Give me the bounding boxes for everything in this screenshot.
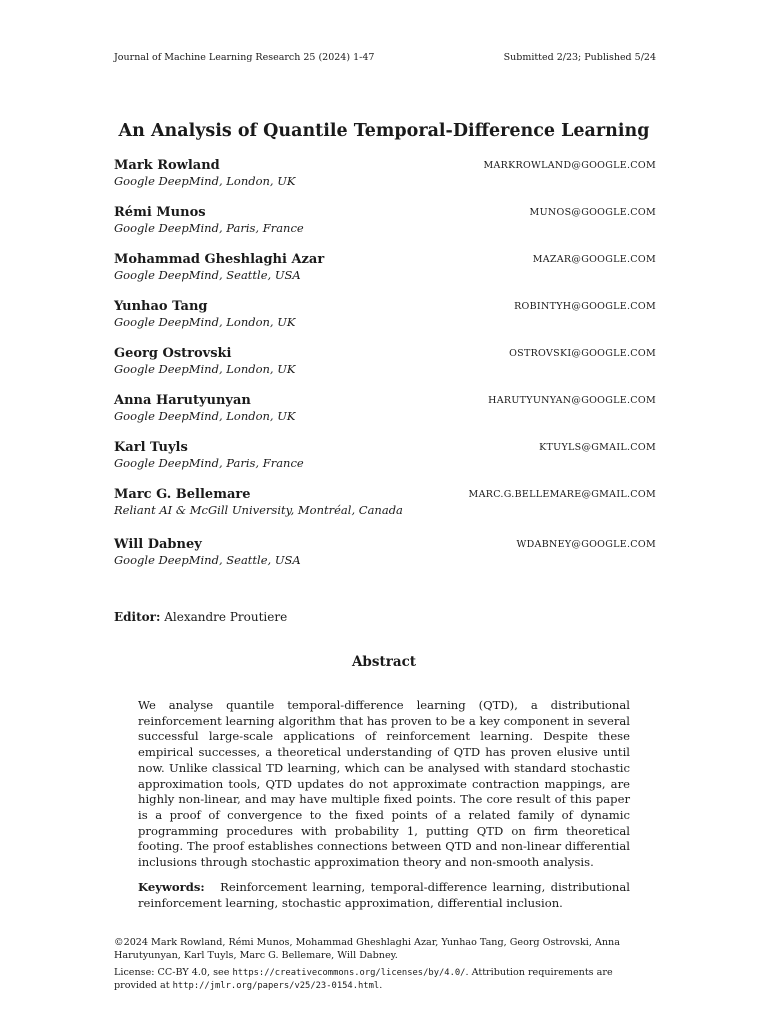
submission-dates: Submitted 2/23; Published 5/24 [503,52,656,63]
author-name: Rémi Munos [114,205,206,220]
paper-url-link[interactable]: http://jmlr.org/papers/v25/23-0154.html [172,980,380,991]
running-header [114,52,656,63]
author-name: Marc G. Bellemare [114,487,251,502]
author-email[interactable]: MARC.G.BELLEMARE@GMAIL.COM [468,489,656,500]
editor-line [114,610,287,624]
author-name: Will Dabney [114,537,202,552]
author-block [114,158,656,205]
author-block [114,299,656,346]
author-name: Georg Ostrovski [114,346,232,361]
keywords-text: Reinforcement learning, temporal-difference learning, distributional reinforcement learning, stochastic approximation, differential inclusion. [138,880,630,910]
author-name: Anna Harutyunyan [114,393,251,408]
paper-title: An Analysis of Quantile Temporal-Difference Learning [118,121,650,141]
author-email[interactable]: WDABNEY@GOOGLE.COM [516,539,656,550]
editor-label: Editor: [114,610,161,624]
editor-name: Alexandre Proutiere [164,610,288,624]
license-suffix: . [379,979,383,991]
copyright-notice: ©2024 Mark Rowland, Rémi Munos, Mohammad Gheshlaghi Azar, Yunhao Tang, Georg Ostrovski, Anna Harutyunyan, Karl Tuyls, Marc G. Bellemare, Will Dabney. [114,937,620,961]
author-affiliation: Reliant AI & McGill University, Montréal, Canada [114,503,403,517]
author-name: Karl Tuyls [114,440,188,455]
author-name: Mark Rowland [114,158,220,173]
author-affiliation: Google DeepMind, Seattle, USA [114,268,301,282]
author-block [114,487,656,534]
author-block [114,393,656,440]
author-block [114,537,656,584]
author-email[interactable]: HARUTYUNYAN@GOOGLE.COM [488,395,656,406]
keywords-label: Keywords: [138,880,205,894]
author-email[interactable]: MUNOS@GOOGLE.COM [529,207,656,218]
keywords [138,880,630,911]
author-email[interactable]: KTUYLS@GMAIL.COM [539,442,656,453]
author-affiliation: Google DeepMind, London, UK [114,315,296,329]
author-email[interactable]: ROBINTYH@GOOGLE.COM [514,301,656,312]
author-email[interactable]: MAZAR@GOOGLE.COM [532,254,656,265]
author-block [114,252,656,299]
author-email[interactable]: MARKROWLAND@GOOGLE.COM [483,160,656,171]
author-affiliation: Google DeepMind, London, UK [114,174,296,188]
license-middle: . Attribution requirements are provided at [114,967,613,991]
author-affiliation: Google DeepMind, Seattle, USA [114,553,301,567]
author-name: Mohammad Gheshlaghi Azar [114,252,325,267]
author-block [114,440,656,487]
author-affiliation: Google DeepMind, London, UK [114,409,296,423]
journal-citation: Journal of Machine Learning Research 25 (2024) 1-47 [114,52,375,63]
license-prefix: License: CC-BY 4.0, see [114,967,230,978]
author-email[interactable]: OSTROVSKI@GOOGLE.COM [509,348,656,359]
author-list [114,158,656,584]
author-block [114,346,656,393]
author-name: Yunhao Tang [114,299,208,314]
abstract-text: We analyse quantile temporal-difference learning (QTD), a distributional reinforcement learning algorithm that has proven to be a key component in several successful large-scale applications of reinforcement learning. Despite these empirical successes, a theoretical understanding of QTD has proven elusive until now. Unlike classical TD learning, which can be analysed with standard stochastic approximation tools, QTD updates do not approximate contraction mappings, are highly non-linear, and may have multiple fixed points. The core result of this paper is a proof of convergence to the fixed points of a related family of dynamic programming procedures with probability 1, putting QTD on firm theoretical footing. The proof establishes connections between QTD and non-linear differential inclusions through stochastic approximation theory and non-smooth analysis. [138,698,630,870]
author-affiliation: Google DeepMind, London, UK [114,362,296,376]
license-notice [114,967,656,992]
author-block [114,205,656,252]
author-affiliation: Google DeepMind, Paris, France [114,456,304,470]
license-url-link[interactable]: https://creativecommons.org/licenses/by/4.0/ [232,968,466,978]
abstract-heading: Abstract [351,654,417,670]
author-affiliation: Google DeepMind, Paris, France [114,221,304,235]
